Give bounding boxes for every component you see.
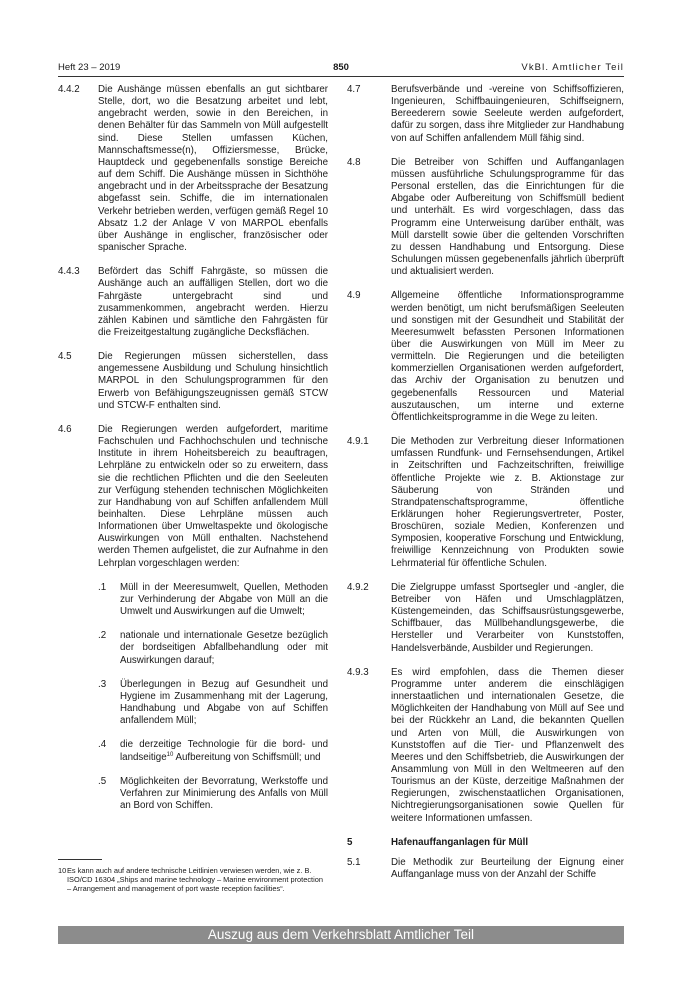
list-item-text: Müll in der Meeresumwelt, Quellen, Methoden zur Verhinderung der Abgabe von Müll an die Umwelt und Auswirkungen auf die Umwelt; (120, 581, 328, 618)
paragraph-text: Die Betreiber von Schiffen und Auffanganlagen müssen ausführliche Schulungsprogramme für das Personal erstellen, das die Einrichtungen für die Abgabe oder Aufbereitung von Schiffsmüll bedient und unterhält. Es wird vorgeschlagen, dass das Programm eine Unterweisung darüber enthält, was Müll darstellt sowie über die geltenden Vorschriften zu dessen Handhabung und Entsorgung. Diese Schulungen müssen gegebenenfalls jährlich überprüft und aktualisiert werden. (391, 156, 624, 278)
paragraph-text: Die Methodik zur Beurteilung der Eignung einer Auffanganlage muss von der Anzahl der Schiffe (391, 856, 624, 881)
paragraph-4-9-3 (347, 667, 624, 825)
paragraph-text: Die Regierungen müssen sicherstellen, dass angemessene Ausbildung und Schulung hinsichtlich MARPOL in den Schulungsprogrammen für den Erwerb von Befähigungszeugnissen gemäß STCW und STCW-F enthalten sind. (98, 351, 328, 411)
paragraph-number: 4.9 (347, 290, 361, 302)
right-column (347, 84, 624, 893)
section-number: 5 (347, 836, 353, 848)
paragraph-text: Befördert das Schiff Fahrgäste, so müssen die Aushänge auch an auffälligen Stellen, dort wo die Fahrgäste untergebracht sind und zusammenkommen, angebracht werden. Hierzu zählen Kabinen und sämtliche den Fahrgästen für die Freizeitgestaltung zugängliche Decksflächen. (98, 266, 328, 338)
list-item-number: .4 (98, 739, 107, 751)
header-rule (58, 76, 624, 77)
paragraph-text: Allgemeine öffentliche Informationsprogramme werden benötigt, um nicht berufsmäßigen Seeleuten und sonstigen mit der Gesundheit und Stabilität der Meeresumwelt befassten Personen Informationen über die Auswirkungen von Müll im Meer zu vermitteln. Die Regierungen und die beteiligten kommerziellen Organisationen werden aufgefordert, das Archiv der Organisation zu benutzen und gegebenenfalls Ressourcen und Material auszutauschen, um interne und externe Öffentlichkeitsprogramme in die Wege zu leiten. (391, 290, 624, 423)
paragraph-number: 4.6 (58, 423, 72, 435)
paragraph-text: Es wird empfohlen, dass die Themen dieser Programme unter anderem die einschlägigen innerstaatlichen und internationalen Gesetze, die Möglichkeiten der Handhabung von Müll auf See und bei der Rückkehr an Land, die bekannten Quellen und Arten von Müll, die Auswirkungen von Kunststoffen auf die Tier- und Pflanzenwelt des Meeres und den Schiffsbetrieb, die Auswirkungen der Ansammlung von Müll in den Weltmeeren auf den Tourismus an der Küste, derzeitige Maßnahmen der Regierungen, zwischenstaatlichen Organisationen, Nichtregierungsorganisationen sowie Quellen für weitere Informationen umfassen. (391, 666, 624, 824)
page-number: 850 (333, 62, 349, 73)
list-item-text (120, 739, 328, 763)
footer-banner: Auszug aus dem Verkehrsblatt Amtlicher Teil (58, 926, 624, 944)
paragraph-text: Die Methoden zur Verbreitung dieser Informationen umfassen Rundfunk- und Fernsehsendungen, Artikel in Zeitschriften und Fachzeitschriften, freiwillige öffentliche Projekte wie z. B. Aktionstage zur Säuberung von Stränden und Strandpatenschaftsprogramme, öffentliche Erklärungen hoher Regierungsvertreter, Poster, Broschüren, soziale Medien, Konferenzen und Symposien, kooperative Forschung und Entwicklung, freiwillige Kennzeichnung von Produkten sowie Lehrmaterial für öffentliche Schulen. (391, 436, 624, 569)
paragraph-number: 4.9.3 (347, 666, 369, 678)
footnote-reference[interactable]: 10 (166, 751, 174, 758)
list-item-number: .5 (98, 775, 107, 787)
paragraph-4-4-3 (58, 266, 328, 339)
publication-label: VkBl. Amtlicher Teil (521, 62, 624, 73)
list-item-number: .2 (98, 630, 107, 642)
left-column (58, 84, 328, 824)
footnote-rule (58, 859, 102, 860)
list-item-3 (98, 679, 328, 728)
paragraph-4-5 (58, 351, 328, 412)
list-item-2 (98, 630, 328, 666)
paragraph-number: 4.7 (347, 84, 361, 95)
paragraph-4-9 (347, 290, 624, 424)
footnote-number: 10 (58, 866, 67, 875)
list-item-text: Überlegungen in Bezug auf Gesundheit und Hygiene im Zusammenhang mit der Lagerung, Handhabung und Abgabe von auf Schiffen anfallendem Müll; (120, 678, 328, 727)
list-item-number: .1 (98, 581, 107, 593)
list-item-number: .3 (98, 678, 107, 690)
section-title: Hafenauffanganlagen für Müll (391, 836, 529, 848)
paragraph-4-9-2 (347, 582, 624, 655)
paragraph-text: Die Zielgruppe umfasst Sportsegler und -angler, die Betreiber von Häfen und Umschlagplätzen, Küstengemeinden, das Schiffsausrüstungsgewerbe, Schiffbauer, das Müllbehandlungsgewerbe, die Hersteller und Verarbeiter von Kunststoffen, Handelsverbände, Ausbilder und Regierungen. (391, 581, 624, 654)
footnote (58, 866, 328, 893)
list-item-text: Möglichkeiten der Bevorratung, Werkstoffe und Verfahren zur Minimierung des Anfalls von Müll an Bord von Schiffen. (120, 775, 328, 811)
issue-label: Heft 23 – 2019 (58, 62, 121, 73)
paragraph-4-8 (347, 157, 624, 279)
list-item-4 (98, 739, 328, 763)
paragraph-number: 4.9.2 (347, 581, 369, 593)
list-item-5 (98, 776, 328, 812)
paragraph-4-7 (347, 84, 624, 145)
paragraph-text: Berufsverbände und -vereine von Schiffsoffizieren, Ingenieuren, Schiffbauingenieuren, Schiffseignern, Bereederern sowie Seeleute werden aufgefordert, dafür zu sorgen, dass ihre Mitglieder zur Handhabung von auf Schiffen anfallendem Müll fähig sind. (391, 84, 624, 144)
paragraph-5-1 (347, 857, 624, 881)
section-heading (347, 837, 624, 849)
paragraph-4-6 (58, 424, 328, 570)
list-item-text-after: Aufbereitung von Schiffsmüll; und (173, 751, 321, 763)
footnote-text: Es kann auch auf andere technische Leitlinien verwiesen werden, wie z. B. ISO/CD 16304 „Ships and marine technology – Marine environment protection – Arrangement and management of port waste reception facilities“. (67, 866, 323, 893)
paragraph-number: 4.8 (347, 156, 361, 168)
paragraph-text: Die Aushänge müssen ebenfalls an gut sichtbarer Stelle, dort, wo die Besatzung arbeitet und lebt, angebracht werden, sowie in den Bereichen, in denen Behälter für das Sammeln von Müll aufgestellt sind. Diese Stellen umfassen Küchen, Mannschaftsmesse(n), Offiziersmesse, Brücke, Hauptdeck und gegebenenfalls sonstige Bereiche auf dem Schiff. Die Aushänge müssen in Sichthöhe angebracht und in der Arbeitssprache der Besatzung abgefasst sein. Schiffe, die im internationalen Verkehr betrieben werden, verfügen gemäß Regel 10 Absatz 1.2 der Anlage V von MARPOL ebenfalls über Aushänge in englischer, französischer oder spanischer Sprache. (98, 84, 328, 254)
list-item-text-before: die derzeitige Technologie für die bord- und landseitige (120, 739, 328, 763)
list-item-1 (98, 582, 328, 618)
paragraph-number: 4.4.2 (58, 84, 80, 95)
list-item-text: nationale und internationale Gesetze bezüglich der bordseitigen Abfallbehandlung oder mit Auswirkungen darauf; (120, 630, 328, 666)
paragraph-number: 4.5 (58, 351, 72, 363)
paragraph-text: Die Regierungen werden aufgefordert, maritime Fachschulen und Fachhochschulen und technische Institute in ihrem Hoheitsbereich zu beauftragen, Lehrpläne zu entwickeln oder so zu erweitern, dass sie die rechtlichen Pflichten und die den Seeleuten zur Verfügung stehenden technischen Möglichkeiten zur Handhabung von auf Schiffen anfallendem Müll beinhalten. Diese Lehrpläne müssen auch Informationen über Umweltaspekte und ökologische Auswirkungen von Müll enthalten. Nachstehend werden Themen aufgelistet, die zur Aufnahme in den Lehrplan vorgeschlagen werden: (98, 423, 328, 569)
paragraph-number: 5.1 (347, 856, 361, 868)
page-header (58, 62, 624, 76)
paragraph-number: 4.4.3 (58, 266, 80, 278)
paragraph-number: 4.9.1 (347, 436, 369, 448)
paragraph-4-4-2 (58, 84, 328, 254)
paragraph-4-9-1 (347, 436, 624, 570)
